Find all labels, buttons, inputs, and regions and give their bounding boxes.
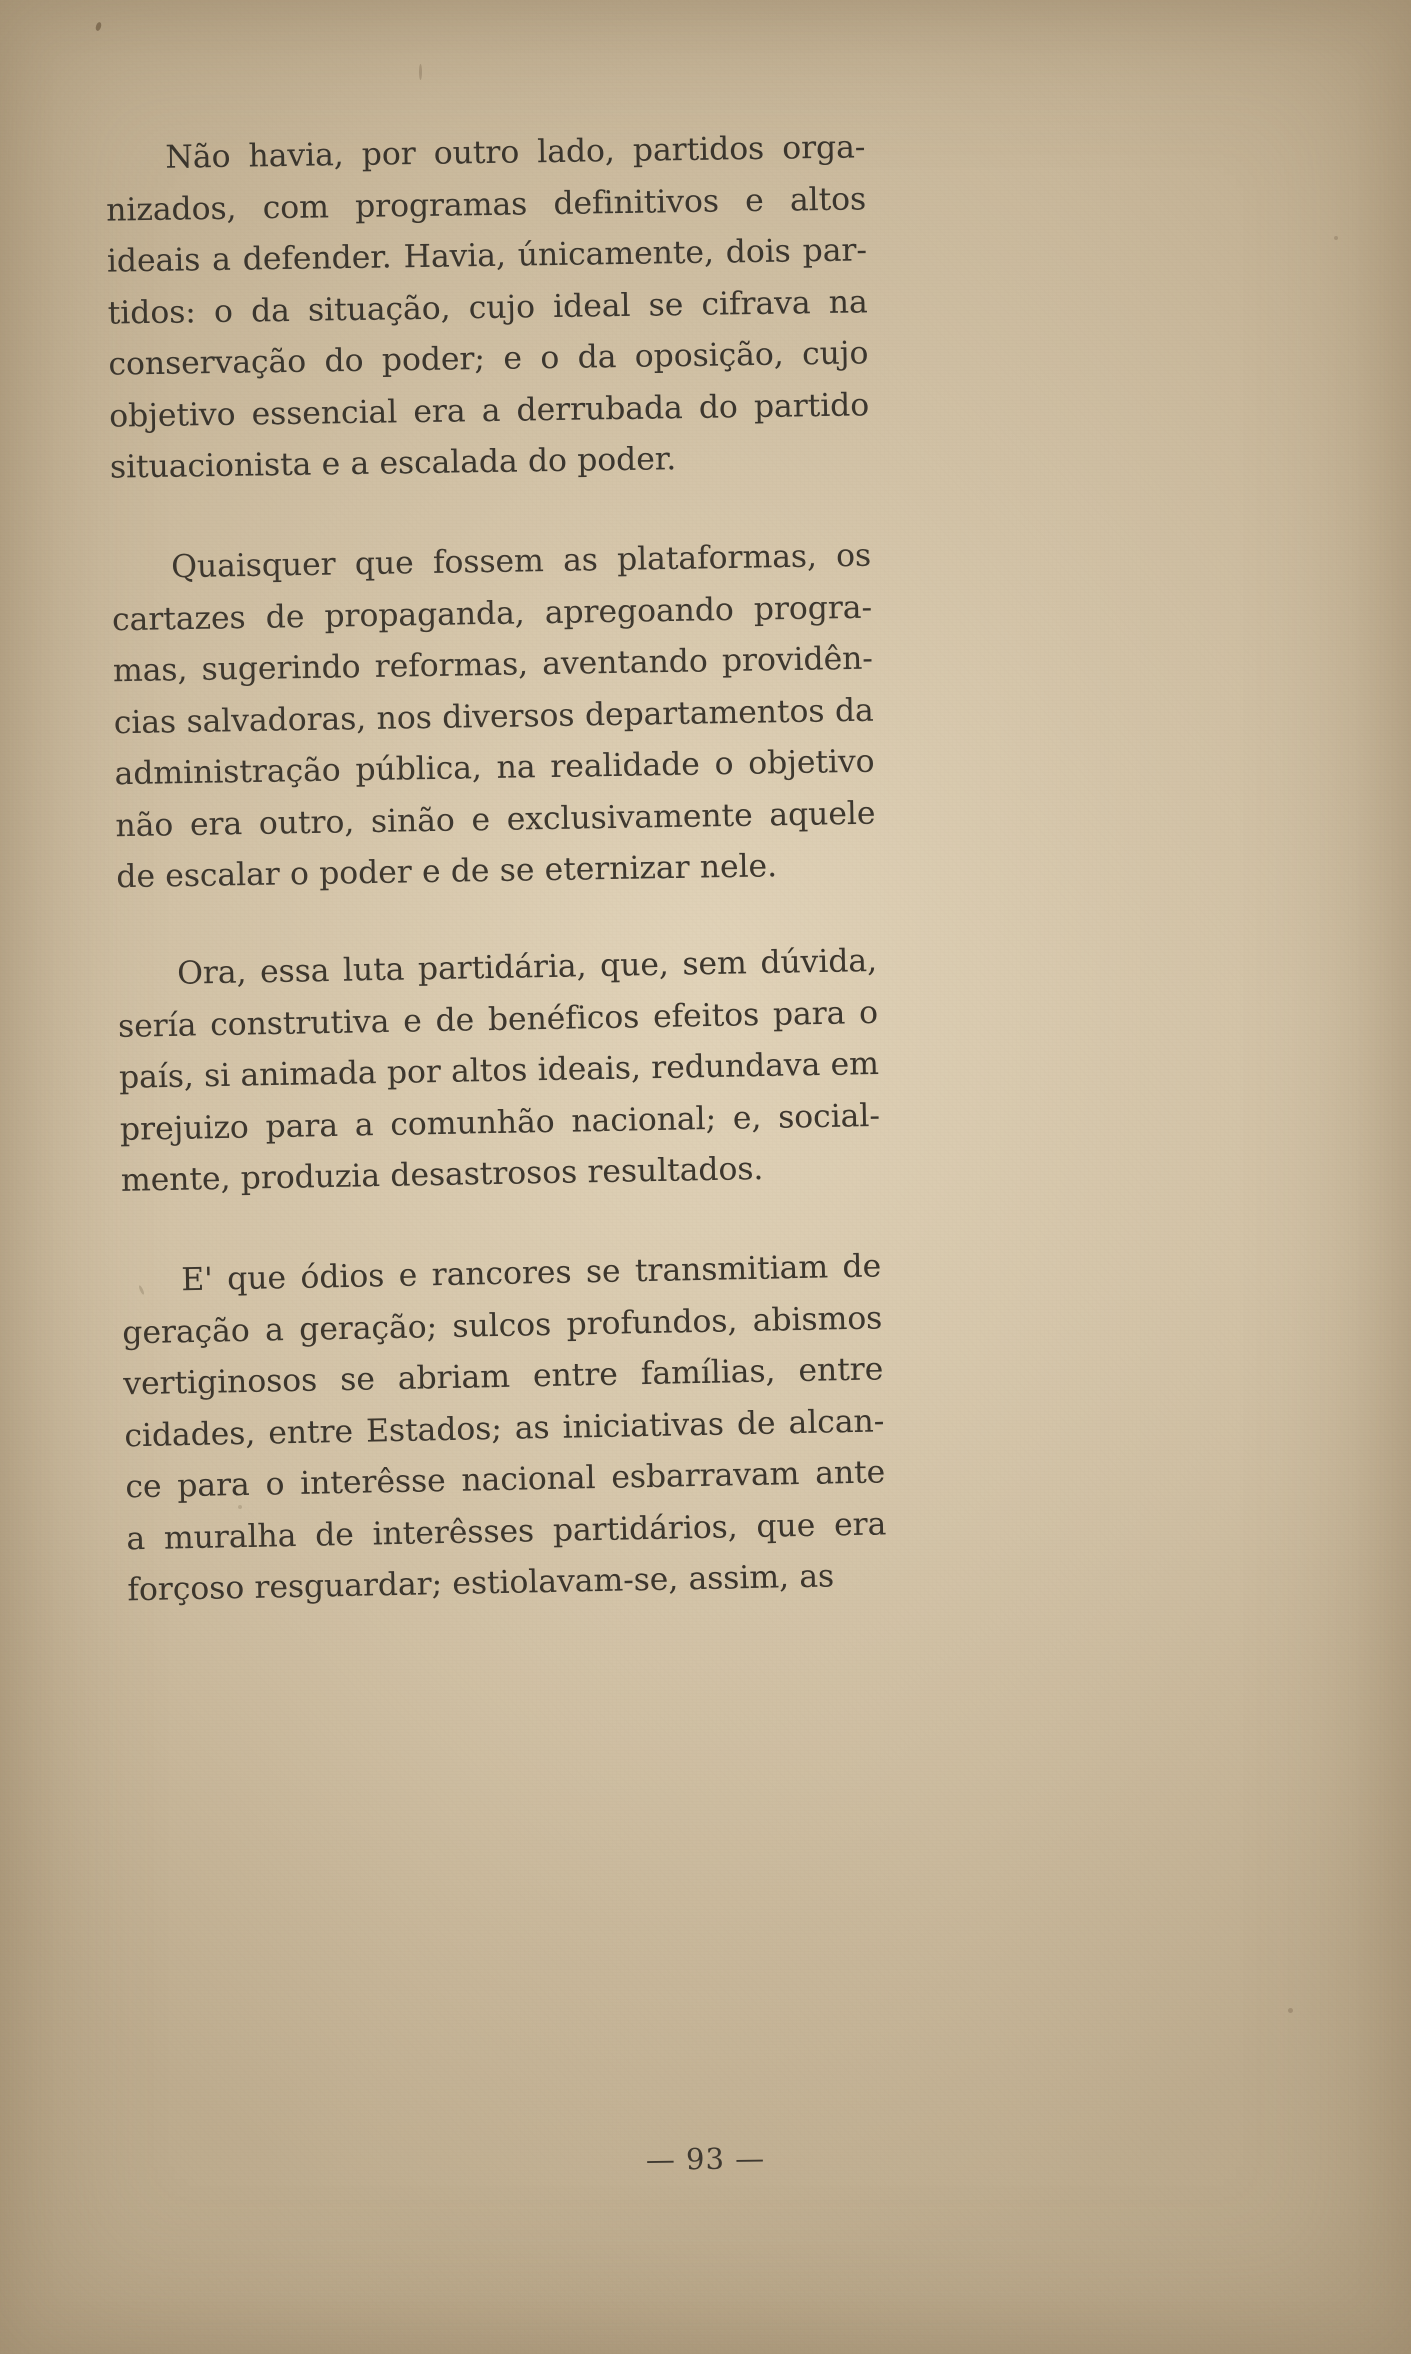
text-line: geração a geração; sulcos profundos, abismos	[121, 1299, 883, 1351]
text-line: administração pública, na realidade o objetivo	[114, 743, 875, 792]
line-text: E' que ódios e rancores se transmitiam de	[180, 1247, 882, 1298]
line-text: Ora, essa luta partidária, que, sem dúvida,	[176, 942, 878, 992]
page-number-folio: — 93 —	[645, 2141, 766, 2177]
text-line: de escalar o poder e de se eternizar nele.	[116, 847, 778, 895]
paragraph-1	[105, 122, 870, 494]
paragraph-4	[121, 1241, 888, 1616]
text-line: mas, sugerindo reformas, aventando providên-	[112, 640, 874, 689]
text-line: país, si animada por altos ideais, redundava em	[118, 1045, 880, 1096]
text-line: a muralha de interêsses partidários, que era	[126, 1505, 887, 1557]
page-text-block	[105, 122, 887, 1614]
text-line: cidades, entre Estados; as iniciativas de alcan-	[124, 1402, 885, 1454]
paper-speck	[1334, 236, 1338, 240]
text-line: objetivo essencial era a derrubada do partido	[108, 386, 870, 435]
text-line: nizados, com programas definitivos e altos	[105, 180, 867, 229]
line-text: Quaisquer que fossem as plataformas, os	[170, 537, 872, 585]
paper-speck	[95, 21, 103, 31]
line-text: Não havia, por outro lado, partidos orga-	[165, 129, 866, 176]
first-line-indent	[117, 949, 178, 1002]
text-line: conservação do poder; e o da oposição, cujo	[108, 335, 869, 383]
first-line-indent	[121, 1255, 182, 1308]
text-line: sería construtiva e de benéficos efeitos para o	[117, 994, 879, 1045]
text-line: ce para o interêsse nacional esbarravam ante	[125, 1453, 886, 1505]
text-line: cartazes de propaganda, apregoando progra-	[111, 588, 873, 638]
paper-speck	[1288, 2008, 1293, 2013]
text-line: tidos: o da situação, cujo ideal se cifrava na	[107, 283, 868, 332]
text-line: mente, produzia desastrosos resultados.	[120, 1151, 764, 1199]
paragraph-3	[117, 936, 882, 1207]
text-line: vertiginosos se abriam entre famílias, entre	[122, 1350, 884, 1402]
first-line-indent	[111, 542, 172, 594]
paper-speck	[419, 64, 422, 80]
text-line: não era outro, sinão e exclusivamente aquele	[115, 794, 876, 844]
text-line: forçoso resguardar; estiolavam-se, assim, as	[127, 1557, 835, 1608]
text-line: ideais a defender. Havia, únicamente, dois par-	[106, 232, 868, 280]
first-line-indent	[105, 133, 166, 185]
text-line: situacionista e a escalada do poder.	[109, 441, 677, 486]
paragraph-2	[111, 530, 877, 903]
text-line: cias salvadoras, nos diversos departamentos da	[113, 691, 874, 741]
text-line: prejuizo para a comunhão nacional; e, social-	[119, 1097, 881, 1148]
